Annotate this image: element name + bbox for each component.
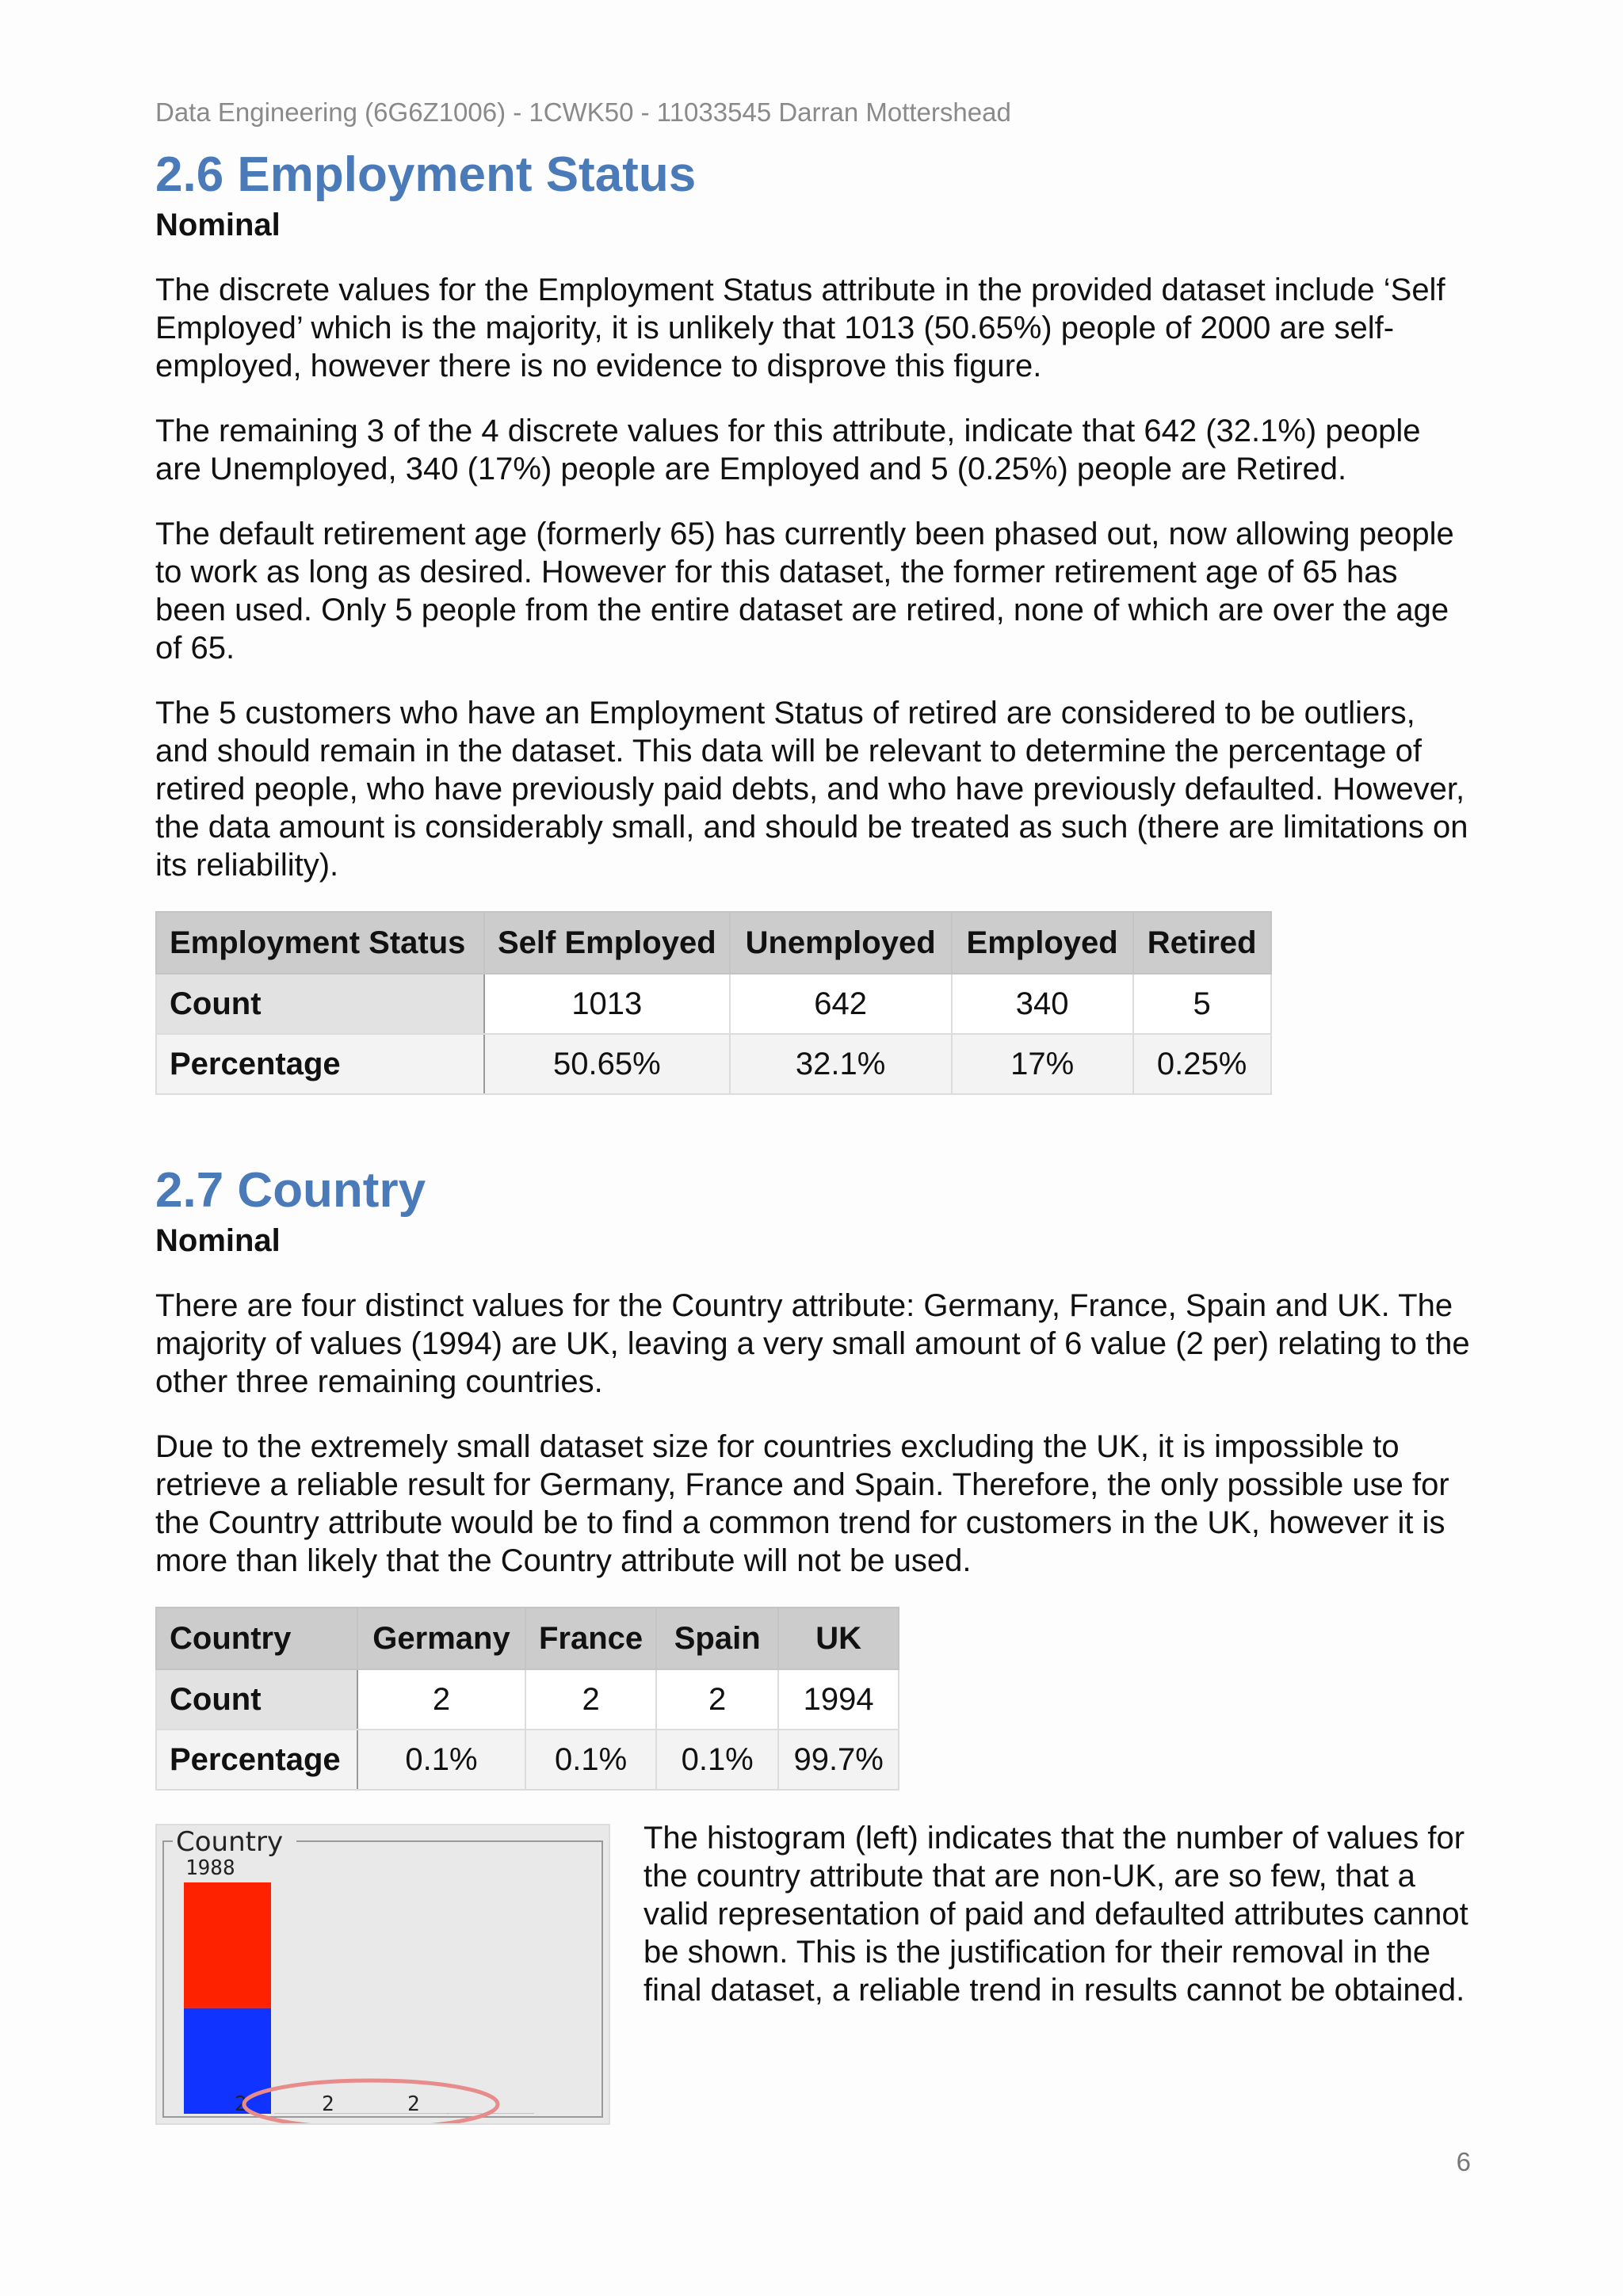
table-cell: 99.7% <box>778 1730 899 1790</box>
table-cell: 2 <box>656 1669 778 1730</box>
table-row-label: Count <box>156 974 484 1034</box>
table-header-cell: Unemployed <box>730 912 952 974</box>
table-row <box>156 1034 1271 1094</box>
table-cell: 0.25% <box>1133 1034 1271 1094</box>
table-cell: 17% <box>952 1034 1133 1094</box>
table-cell: 642 <box>730 974 952 1034</box>
table-header-cell: Employment Status <box>156 912 484 974</box>
histogram-block <box>155 1821 1471 2125</box>
histogram-value-label: 2 <box>407 2092 420 2116</box>
table-row <box>156 1730 899 1790</box>
table-cell: 5 <box>1133 974 1271 1034</box>
table-header-cell: Country <box>156 1608 357 1669</box>
table-cell: 1994 <box>778 1669 899 1730</box>
histogram-paragraph: The histogram (left) indicates that the number of values for the country attribute that are non-UK, are so few, that a valid representation of paid and defaulted attributes cannot be shown. This is the justification for their removal in the final dataset, a reliable trend in results cannot be obtained. <box>643 1821 1468 2008</box>
table-header-row <box>156 1608 899 1669</box>
histogram-value-label: 2 <box>322 2092 334 2116</box>
table-header-cell: Self Employed <box>484 912 730 974</box>
employment-paragraph-4: The 5 customers who have an Employment Status of retired are considered to be outliers, and should remain in the dataset. This data will be relevant to determine the percentage of retired people, who have previously paid debts, and who have previously defaulted. However, the data amount is considerably small, and should be treated as such (there are limitations on its reliability). <box>155 696 1468 883</box>
table-header-cell: Germany <box>357 1608 525 1669</box>
document-page <box>155 95 1471 2125</box>
employment-paragraph-2: The remaining 3 of the 4 discrete values for this attribute, indicate that 642 (32.1%) people are Unemployed, 340 (17%) people are Employed and 5 (0.25%) people are Retired. <box>155 414 1421 486</box>
table-row <box>156 1669 899 1730</box>
table-header-cell: UK <box>778 1608 899 1669</box>
histogram-bar-uk-defaulted <box>184 1882 271 2008</box>
table-cell: 0.1% <box>656 1730 778 1790</box>
section-heading-country: 2.7 Country <box>155 1163 426 1218</box>
histogram-svg <box>157 1825 609 2123</box>
country-table <box>155 1607 899 1791</box>
page-number: 6 <box>1456 2147 1471 2176</box>
section-heading-employment: 2.6 Employment Status <box>155 147 697 202</box>
country-paragraph-1: There are four distinct values for the Country attribute: Germany, France, Spain and UK. The majority of values (1994) are UK, leaving a very small amount of 6 value (2 per) relating to the other three remaining countries. <box>155 1288 1470 1399</box>
running-header: Data Engineering (6G6Z1006) - 1CWK50 - 11033545 Darran Mottershead <box>155 97 1011 127</box>
country-histogram <box>155 1824 610 2125</box>
histogram-description <box>643 1819 1476 2009</box>
section-subtitle-country: Nominal <box>155 1223 281 1258</box>
table-cell: 340 <box>952 974 1133 1034</box>
table-cell: 0.1% <box>525 1730 656 1790</box>
table-cell: 2 <box>357 1669 525 1730</box>
histogram-value-label: 2 <box>235 2092 247 2116</box>
employment-paragraph-1: The discrete values for the Employment Status attribute in the provided dataset include ‘Self Employed’ which is the majority, it is unlikely that 1013 (50.65%) people of 2000 are self-employed, however there is no evidence to disprove this figure. <box>155 273 1445 383</box>
table-header-row <box>156 912 1271 974</box>
table-cell: 1013 <box>484 974 730 1034</box>
country-paragraph-2: Due to the extremely small dataset size for countries excluding the UK, it is impossible to retrieve a reliable result for Germany, France and Spain. Therefore, the only possible use for the Country attribute would be to find a common trend for customers in the UK, however it is more than likely that the Country attribute will not be used. <box>155 1429 1449 1578</box>
table-cell: 32.1% <box>730 1034 952 1094</box>
table-row-label: Percentage <box>156 1730 357 1790</box>
histogram-bar-uk-paid <box>184 2008 271 2114</box>
table-row-label: Count <box>156 1669 357 1730</box>
section-subtitle-employment: Nominal <box>155 208 281 242</box>
table-row <box>156 974 1271 1034</box>
employment-paragraph-3: The default retirement age (formerly 65) has currently been phased out, now allowing people to work as long as desired. However for this dataset, the former retirement age of 65 has been used. Only 5 people from the entire dataset are retired, none of which are over the age of 65. <box>155 517 1454 666</box>
table-header-cell: Employed <box>952 912 1133 974</box>
table-row-label: Percentage <box>156 1034 484 1094</box>
table-header-cell: France <box>525 1608 656 1669</box>
table-cell: 2 <box>525 1669 656 1730</box>
table-cell: 50.65% <box>484 1034 730 1094</box>
table-cell: 0.1% <box>357 1730 525 1790</box>
histogram-title: Country <box>176 1826 284 1858</box>
table-header-cell: Spain <box>656 1608 778 1669</box>
employment-status-table <box>155 911 1272 1095</box>
table-header-cell: Retired <box>1133 912 1271 974</box>
histogram-value-label: 1988 <box>185 1856 235 1880</box>
